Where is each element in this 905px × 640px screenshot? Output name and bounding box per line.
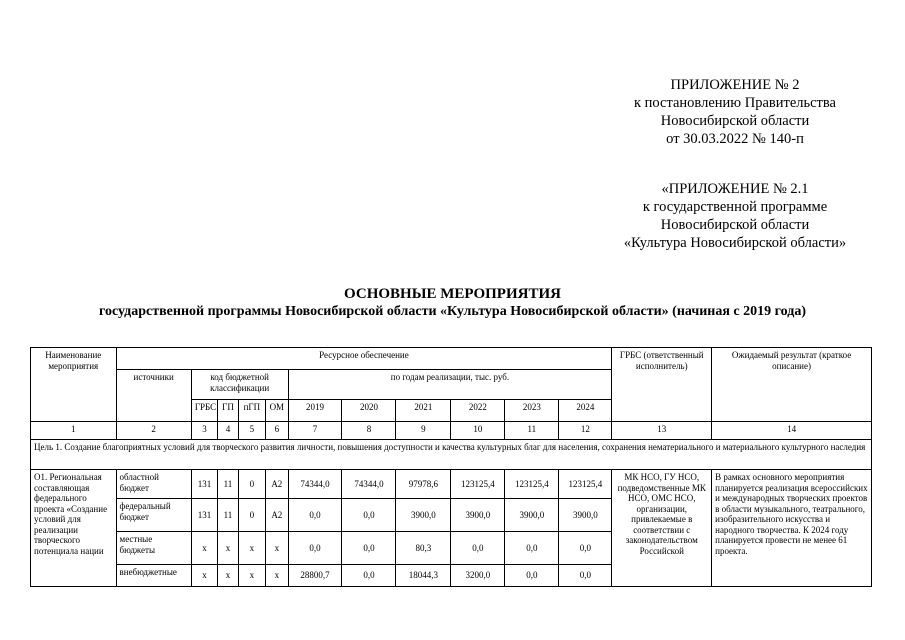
appendix-1-line: Новосибирской области (660, 113, 810, 129)
value-cell: 3900,0 (396, 499, 451, 532)
column-number: 14 (712, 422, 872, 440)
column-number: 4 (218, 422, 238, 440)
header-code-pgp: пГП (238, 400, 265, 422)
header-sources: источники (116, 370, 191, 422)
value-cell: 18044,3 (396, 565, 451, 587)
appendix-header-2 (600, 180, 870, 252)
header-result: Ожидаемый результат (краткое описание) (712, 348, 872, 422)
code-gp-cell: х (218, 532, 238, 565)
column-number: 5 (238, 422, 265, 440)
column-number: 8 (342, 422, 396, 440)
value-cell: 0,0 (505, 565, 559, 587)
code-om-cell: А2 (266, 499, 288, 532)
source-cell: внебюджетные (116, 565, 191, 587)
source-cell: местные бюджеты (116, 532, 191, 565)
code-grbs-cell: х (191, 532, 217, 565)
header-by-years: по годам реализации, тыс. руб. (288, 370, 612, 400)
value-cell: 123125,4 (451, 470, 505, 499)
value-cell: 0,0 (342, 565, 396, 587)
column-number: 12 (559, 422, 612, 440)
column-number: 1 (31, 422, 117, 440)
event-name-cell: О1. Региональная составляющая федерального проекта «Создание условий для реализации творческого потенциала нации (31, 470, 117, 587)
header-event-name: Наименование мероприятия (31, 348, 117, 422)
document-subtitle: государственной программы Новосибирской области «Культура Новосибирской области» (начиная с 2019 года) (98, 304, 806, 319)
column-number: 9 (396, 422, 451, 440)
value-cell: 3900,0 (559, 499, 612, 532)
code-grbs-cell: х (191, 565, 217, 587)
appendix-2-line: Новосибирской области (660, 217, 810, 233)
code-om-cell: х (266, 532, 288, 565)
value-cell: 28800,7 (288, 565, 342, 587)
code-grbs-cell: 131 (191, 470, 217, 499)
appendix-header-1 (600, 76, 870, 148)
value-cell: 123125,4 (559, 470, 612, 499)
value-cell: 0,0 (342, 499, 396, 532)
code-om-cell: А2 (266, 470, 288, 499)
source-cell: областной бюджет (116, 470, 191, 499)
value-cell: 3900,0 (505, 499, 559, 532)
value-cell: 0,0 (505, 532, 559, 565)
code-pgp-cell: х (238, 565, 265, 587)
main-events-table (30, 347, 872, 587)
header-year: 2024 (559, 400, 612, 422)
value-cell: 3900,0 (451, 499, 505, 532)
column-number: 6 (266, 422, 288, 440)
column-numbers-row (31, 422, 872, 440)
value-cell: 0,0 (451, 532, 505, 565)
code-gp-cell: х (218, 565, 238, 587)
value-cell: 74344,0 (342, 470, 396, 499)
value-cell: 80,3 (396, 532, 451, 565)
header-grbs: ГРБС (ответственный исполнитель) (612, 348, 712, 422)
header-code-grbs: ГРБС (191, 400, 217, 422)
column-number: 7 (288, 422, 342, 440)
code-pgp-cell: 0 (238, 499, 265, 532)
value-cell: 0,0 (559, 565, 612, 587)
source-cell: федеральный бюджет (116, 499, 191, 532)
value-cell: 0,0 (559, 532, 612, 565)
header-year: 2023 (505, 400, 559, 422)
column-number: 2 (116, 422, 191, 440)
value-cell: 123125,4 (505, 470, 559, 499)
header-resources: Ресурсное обеспечение (116, 348, 612, 370)
header-year: 2019 (288, 400, 342, 422)
column-number: 13 (612, 422, 712, 440)
code-pgp-cell: х (238, 532, 265, 565)
appendix-2-line: «Культура Новосибирской области» (623, 235, 847, 251)
appendix-2-line: к государственной программе (642, 199, 828, 215)
value-cell: 3200,0 (451, 565, 505, 587)
code-pgp-cell: 0 (238, 470, 265, 499)
goal-row: Цель 1. Создание благоприятных условий для творческого развития личности, повышения доступности и качества культурных благ для населения, сохранения нематериального и материального культурного наследия (31, 440, 872, 470)
code-gp-cell: 11 (218, 499, 238, 532)
value-cell: 74344,0 (288, 470, 342, 499)
appendix-1-line: к постановлению Правительства (634, 95, 836, 111)
header-year: 2022 (451, 400, 505, 422)
appendix-1-line: ПРИЛОЖЕНИЕ № 2 (670, 77, 800, 93)
code-om-cell: х (266, 565, 288, 587)
appendix-1-line: от 30.03.2022 № 140-п (666, 131, 804, 147)
column-number: 11 (505, 422, 559, 440)
result-cell: В рамках основного мероприятия планируется реализация всероссийских и международных творческих проектов в области музыкального, театрального, изобразительного искусства и народного творчества. К 2024 году планируется провести не менее 61 проекта. (712, 470, 872, 587)
column-number: 10 (451, 422, 505, 440)
header-budget-code: код бюджетной классификации (191, 370, 288, 400)
header-code-om: ОМ (266, 400, 288, 422)
table-row (31, 470, 872, 499)
value-cell: 0,0 (342, 532, 396, 565)
appendix-2-line: «ПРИЛОЖЕНИЕ № 2.1 (661, 181, 809, 197)
header-code-gp: ГП (218, 400, 238, 422)
header-year: 2020 (342, 400, 396, 422)
value-cell: 0,0 (288, 532, 342, 565)
document-title: ОСНОВНЫЕ МЕРОПРИЯТИЯ (344, 286, 561, 302)
column-number: 3 (191, 422, 217, 440)
header-year: 2021 (396, 400, 451, 422)
code-grbs-cell: 131 (191, 499, 217, 532)
value-cell: 0,0 (288, 499, 342, 532)
value-cell: 97978,6 (396, 470, 451, 499)
executor-cell: МК НСО, ГУ НСО, подведомственные МК НСО, ОМС НСО, организации, привлекаемые в соответствии с законодательством Российской (612, 470, 712, 587)
code-gp-cell: 11 (218, 470, 238, 499)
